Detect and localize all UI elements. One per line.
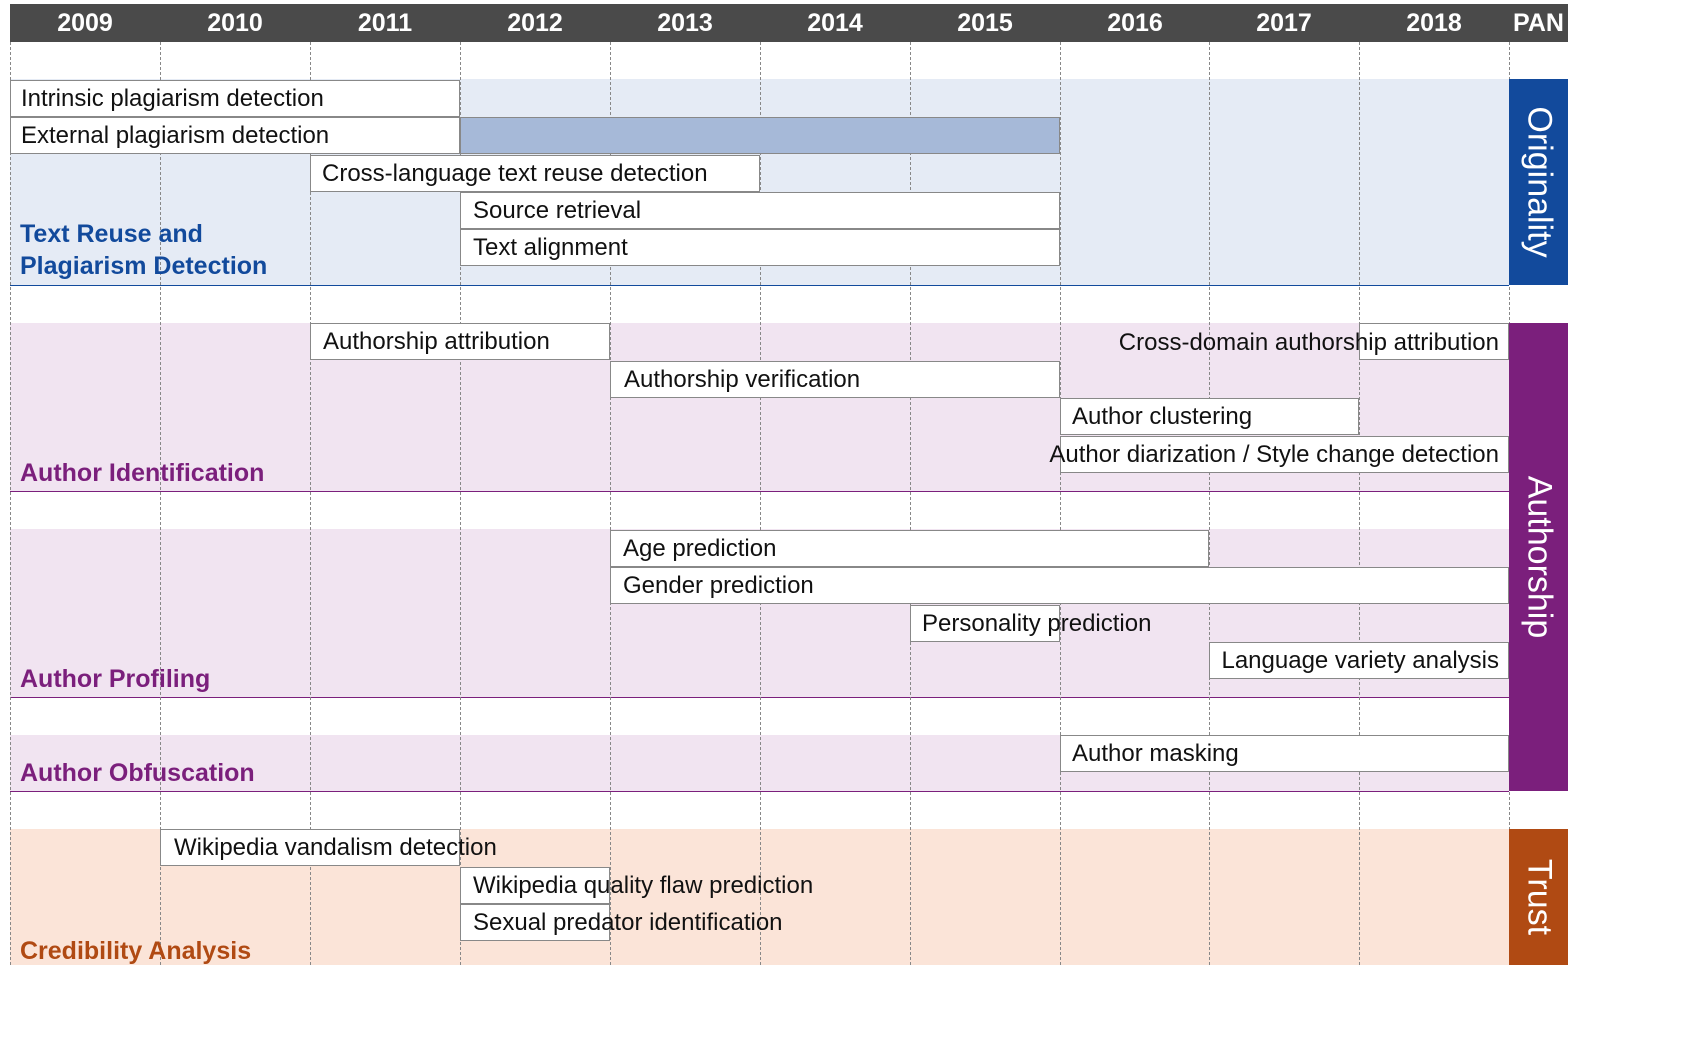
year-label-2015: 2015 — [957, 9, 1013, 37]
task-label: Cross-domain authorship attribution — [1118, 329, 1499, 356]
timeline-header — [10, 4, 1568, 42]
task-label: Author diarization / Style change detection — [1049, 441, 1499, 468]
year-gridline — [760, 42, 761, 965]
year-gridline — [160, 42, 161, 965]
group-authorship — [1509, 323, 1568, 791]
year-label-2014: 2014 — [807, 9, 863, 37]
task-label: Text alignment — [473, 234, 628, 261]
task-label: Cross-language text reuse detection — [322, 160, 708, 187]
year-label-2017: 2017 — [1256, 9, 1312, 37]
task-label: External plagiarism detection — [21, 122, 330, 149]
year-label-2013: 2013 — [657, 9, 713, 37]
category-label-author-identification: Author Identification — [20, 459, 265, 487]
year-gridline — [10, 42, 11, 965]
task-label: Wikipedia quality flaw prediction — [473, 872, 814, 899]
task-label: Author masking — [1072, 740, 1239, 767]
task-label: Sexual predator identification — [473, 909, 783, 936]
task-label: Personality prediction — [922, 610, 1152, 637]
year-label-2010: 2010 — [207, 9, 263, 37]
task-label: Authorship verification — [624, 366, 861, 393]
category-label-credibility-analysis: Credibility Analysis — [20, 937, 252, 965]
year-label-2016: 2016 — [1107, 9, 1163, 37]
year-label-2012: 2012 — [507, 9, 563, 37]
task-label: Wikipedia vandalism detection — [174, 834, 497, 861]
year-label-2018: 2018 — [1406, 9, 1462, 37]
task-label: Language variety analysis — [1221, 647, 1499, 674]
category-label-author-obfuscation: Author Obfuscation — [20, 759, 255, 787]
group-label-trust: Trust — [1520, 858, 1558, 936]
category-label-author-profiling: Author Profiling — [20, 665, 211, 693]
group-originality — [1509, 79, 1568, 285]
group-label-authorship: Authorship — [1520, 475, 1558, 639]
task-label: Source retrieval — [473, 197, 642, 224]
task-box-external-plagiarism-extension — [460, 117, 1060, 154]
task-label: Authorship attribution — [323, 328, 550, 355]
group-label-originality: Originality — [1520, 106, 1558, 258]
category-label-text-reuse: Text Reuse and Plagiarism Detection — [20, 220, 268, 280]
year-label-2011: 2011 — [357, 9, 413, 37]
group-trust — [1509, 829, 1568, 965]
year-gridline — [1209, 42, 1210, 965]
task-label: Author clustering — [1072, 403, 1253, 430]
task-label: Intrinsic plagiarism detection — [21, 85, 324, 112]
task-label: Age prediction — [623, 535, 777, 562]
year-gridline — [1060, 42, 1061, 965]
pan-label: PAN — [1513, 9, 1564, 37]
task-label: Gender prediction — [623, 572, 814, 599]
year-gridline — [1359, 42, 1360, 965]
year-gridline — [910, 42, 911, 965]
year-label-2009: 2009 — [57, 9, 113, 37]
